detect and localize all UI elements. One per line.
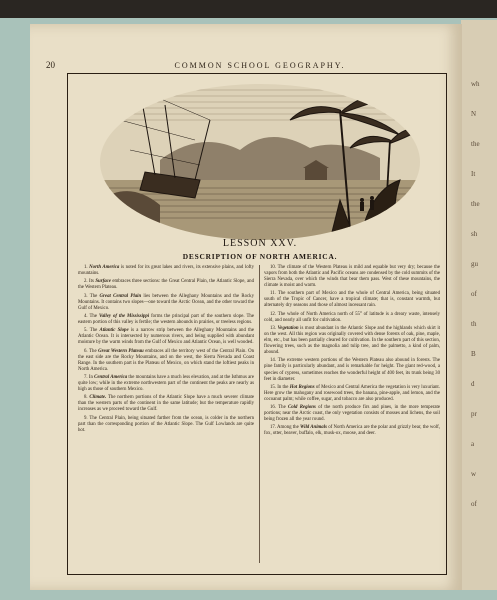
- paragraph: 7. In Central America the mountains have a much less elevation, and at the Isthmus are quite low; while in the extreme northwestern part of the continent the peaks are nearly as high as those of southern Mexico.: [78, 374, 254, 392]
- edge-word: N: [471, 110, 477, 118]
- paragraph: 16. The Cold Regions of the north produce firs and pines, in the more temperate portions; near the Arctic coast, the only vegetation consists of mosses and lichens, the soil being frozen all the year round.: [264, 405, 441, 423]
- paragraph: 2. Its Surface embraces three sections: the Great Central Plain, the Atlantic Slope, and the Western Plateau.: [78, 279, 254, 291]
- edge-word: pr: [471, 410, 477, 418]
- paragraph: 10. The climate of the Western Plateau is mild and equable but very dry; because the vapors from both the Atlantic and Pacific oceans are condensed by the cold summits of the Sierra Nevada, over which the winds that bear them pass. West of these mountains, the climate is moist and warm.: [264, 265, 440, 289]
- lesson-title: LESSON XXV.: [222, 238, 298, 249]
- paragraph: 17. Among the Wild Animals of North America are the polar and grizzly bear, the wolf, fox, otter, beaver, buffalo, elk, musk-ox, moose, and deer.: [264, 425, 440, 437]
- column-divider: [259, 265, 260, 563]
- paragraph: 5. The Atlantic Slope is a narrow strip between the Alleghany Mountains and the Atlantic Ocean. It is intersected by numerous rivers, and being supplied with abundant moisture by the warm winds from the Gulf of Mexico and Atlantic Ocean, is well wooded.: [78, 328, 255, 346]
- lesson-subtitle: DESCRIPTION OF NORTH AMERICA.: [182, 252, 338, 261]
- text-column-right: [264, 265, 440, 440]
- paragraph: 6. The Great Western Plateau embraces all the territory west of the Central Plain. On the east side are the Rocky Mountains, and on the west, the Sierra Nevada and Coast Range. In the southern part is the Plateau of Mexico, on which stand the loftiest peaks in North America.: [78, 348, 254, 372]
- paragraph: 11. The southern part of Mexico and the whole of Central America, being situated south of the Tropic of Cancer, have a tropical climate; that is, constant warmth, but alternately dry seasons and those of almost incessant rain.: [264, 291, 440, 309]
- edge-word: w: [471, 470, 477, 478]
- paragraph: 12. The whole of North America north of 55° of latitude is a dreary waste, intensely cold, and nearly all unfit for cultivation.: [264, 311, 440, 323]
- page-number: 20: [46, 60, 55, 70]
- running-head: COMMON SCHOOL GEOGRAPHY.: [174, 61, 346, 70]
- paragraph: 1. North America is noted for its great lakes and rivers, its extensive plains, and lofty mountains.: [78, 265, 255, 277]
- paragraph: 14. The extreme western portions of the Western Plateau also abound in forests. The pine family is particularly abundant, and is remarkable for height. The giant red-wood, a species of cypress, sometimes reaches the wonderful height of 400 feet, its trunk being 30 feet in diameter.: [264, 358, 440, 382]
- paragraph: 4. The Valley of the Mississippi forms the principal part of the southern slope. The eastern portion of this valley is fertile; the western abounds in prairies, or treeless regions.: [78, 313, 254, 325]
- text-column-left: [78, 265, 254, 436]
- edge-word: sh: [471, 230, 478, 238]
- edge-word: of: [471, 290, 477, 298]
- paragraph: 9. The Central Plain, being situated farther from the ocean, is colder in the northern part than the corresponding portion of the Atlantic Slope. The Gulf Lowlands are quite hot.: [78, 415, 254, 433]
- paragraph: 15. In the Hot Regions of Mexico and Central America the vegetation is very luxuriant. Here grow the mahogany and rosewood trees, the banana, pine-apple, and lemon, and the cocoanut palm; while coffee, sugar, and tobacco are also produced.: [264, 384, 440, 402]
- edge-word: gu: [471, 260, 478, 268]
- paragraph: 3. The Great Central Plain lies between the Alleghany Mountains and the Rocky Mountains. It contains two slopes—one toward the Arctic Ocean, and the other toward the Gulf of Mexico.: [78, 293, 254, 311]
- edge-word: B: [471, 350, 476, 358]
- edge-word: the: [471, 200, 480, 208]
- edge-word: th: [471, 320, 477, 328]
- edge-word: It: [471, 170, 476, 178]
- edge-word: d: [471, 380, 475, 388]
- engraving-illustration: [100, 80, 420, 240]
- edge-word: the: [471, 140, 480, 148]
- next-page: [461, 20, 497, 590]
- edge-word: of: [471, 500, 477, 508]
- paragraph: 13. Vegetation is most abundant in the Atlantic Slope and the highlands which skirt it on the west. All this region was originally covered with dense forests of oak, pine, maple, elm, etc., but has been partially cleared for cultivation. In the southern part of this section, flowering trees, such as the magnolia and tulip tree, and the palmetto, a kind of palm, abound.: [264, 325, 441, 356]
- paragraph: 8. Climate. The northern portions of the Atlantic Slope have a much severer climate than the western parts of the continent in the same latitude; but the temperature rapidly increases as we proceed toward the Gulf.: [78, 395, 255, 413]
- edge-word: wh: [471, 80, 480, 88]
- edge-word: a: [471, 440, 475, 448]
